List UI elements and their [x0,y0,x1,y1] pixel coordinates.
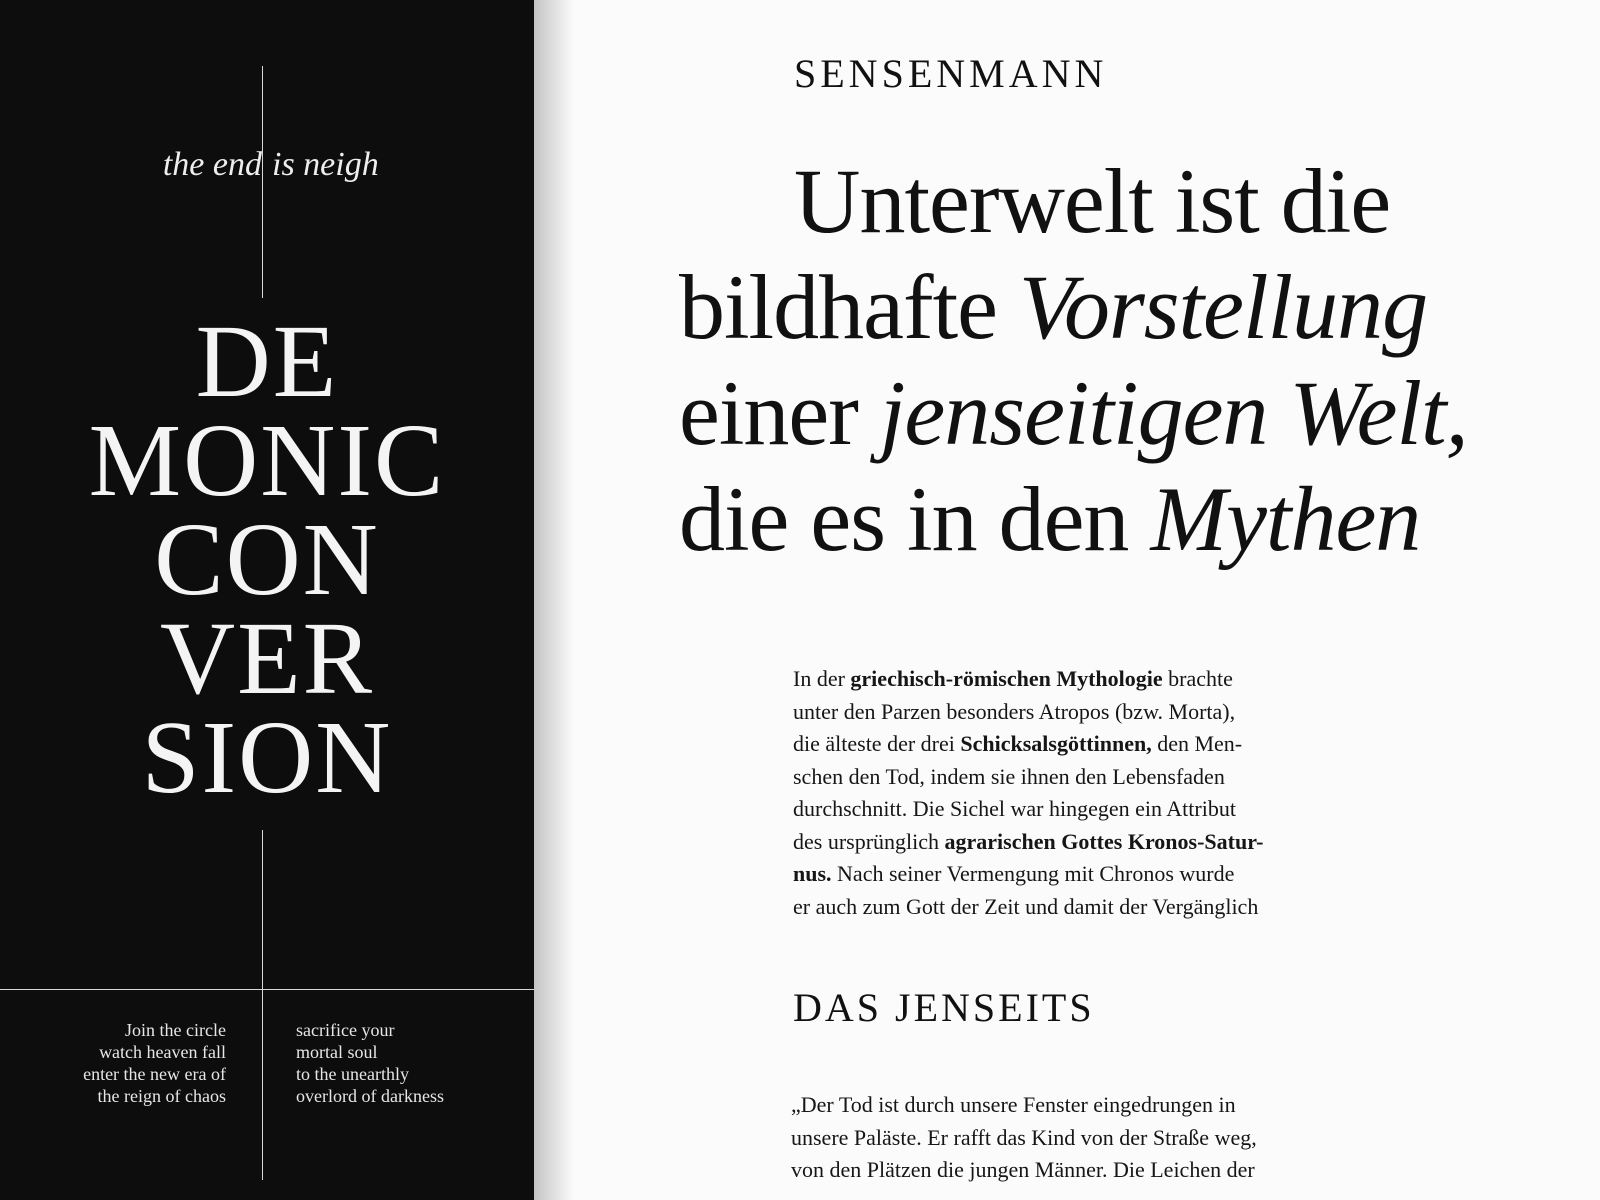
chant-line: watch heaven fall [99,1042,226,1062]
body-line: er auch zum Gott der Zeit und damit der Vergänglich [793,893,1259,919]
chant-line: to the unearthly [296,1064,409,1084]
chant-line: overlord of darkness [296,1086,444,1106]
title-line: DE [195,304,339,419]
divider-horizontal [0,989,534,990]
chant-line: Join the circle [125,1020,226,1040]
text: Nach seiner Vermengung mit Chronos wurde [831,861,1235,886]
body-line [793,826,1433,859]
article-headline [679,148,1599,572]
headline-line [679,360,1599,466]
poster-panel [0,0,534,1200]
headline-text: die es in den [679,468,1151,570]
chant-line: sacrifice your [296,1020,395,1040]
title-line: VER [160,601,374,716]
headline-line [679,148,1599,254]
chant-left [83,1019,226,1107]
divider-top [262,66,263,298]
headline-text: Unterwelt ist die [794,150,1391,252]
headline-text: einer [679,362,880,464]
text: brachte [1162,666,1233,691]
body-line [793,728,1433,761]
chant-line: enter the new era of [83,1064,226,1084]
bold-text: nus. [793,861,832,886]
body-line: unsere Paläste. Er rafft das Kind von der Straße weg, [791,1124,1257,1150]
body-paragraph-1 [793,663,1433,923]
article-kicker: SENSENMANN [794,51,1108,96]
poster-title [0,304,534,815]
title-line: SION [141,700,393,815]
body-paragraph-2 [791,1089,1431,1187]
article-page [534,0,1600,1200]
body-line: durchschnitt. Die Sichel war hingegen ein Attribut [793,796,1236,821]
text: In der [793,666,851,691]
body-line [793,663,1433,696]
text: die älteste der drei [793,731,961,756]
chant-line: the reign of chaos [97,1086,226,1106]
body-line: von den Plätzen die jungen Männer. Die Leichen der [791,1157,1255,1182]
headline-text: bildhafte [679,256,1019,358]
headline-line [679,254,1599,360]
title-line: CON [154,502,380,617]
text: des ursprünglich [793,828,945,854]
bold-text: agrarischen Gottes Kronos-Satur- [944,828,1264,854]
bold-text: Schicksalsgöttinnen, [960,731,1152,756]
section-heading: DAS JENSEITS [793,985,1095,1030]
chant-line: mortal soul [296,1042,378,1062]
headline-line [679,466,1599,572]
body-line [793,858,1433,891]
divider-bottom [262,830,263,1180]
headline-italic: jenseitigen Welt, [879,362,1468,464]
title-line: MONIC [88,403,446,518]
bold-text: griechisch-römischen Mythologie [850,666,1163,691]
body-line: „Der Tod ist durch unsere Fenster eingedrungen in [791,1092,1236,1117]
body-line: schen den Tod, indem sie ihnen den Lebensfaden [793,763,1225,789]
body-line: unter den Parzen besonders Atropos (bzw. Morta), [793,698,1236,724]
headline-italic: Mythen [1150,468,1421,570]
text: den Men- [1151,731,1243,756]
headline-italic: Vorstellung [1019,256,1428,358]
chant-right [296,1019,444,1107]
tagline-right: is neigh [272,146,379,183]
tagline-left: the end [162,146,262,183]
